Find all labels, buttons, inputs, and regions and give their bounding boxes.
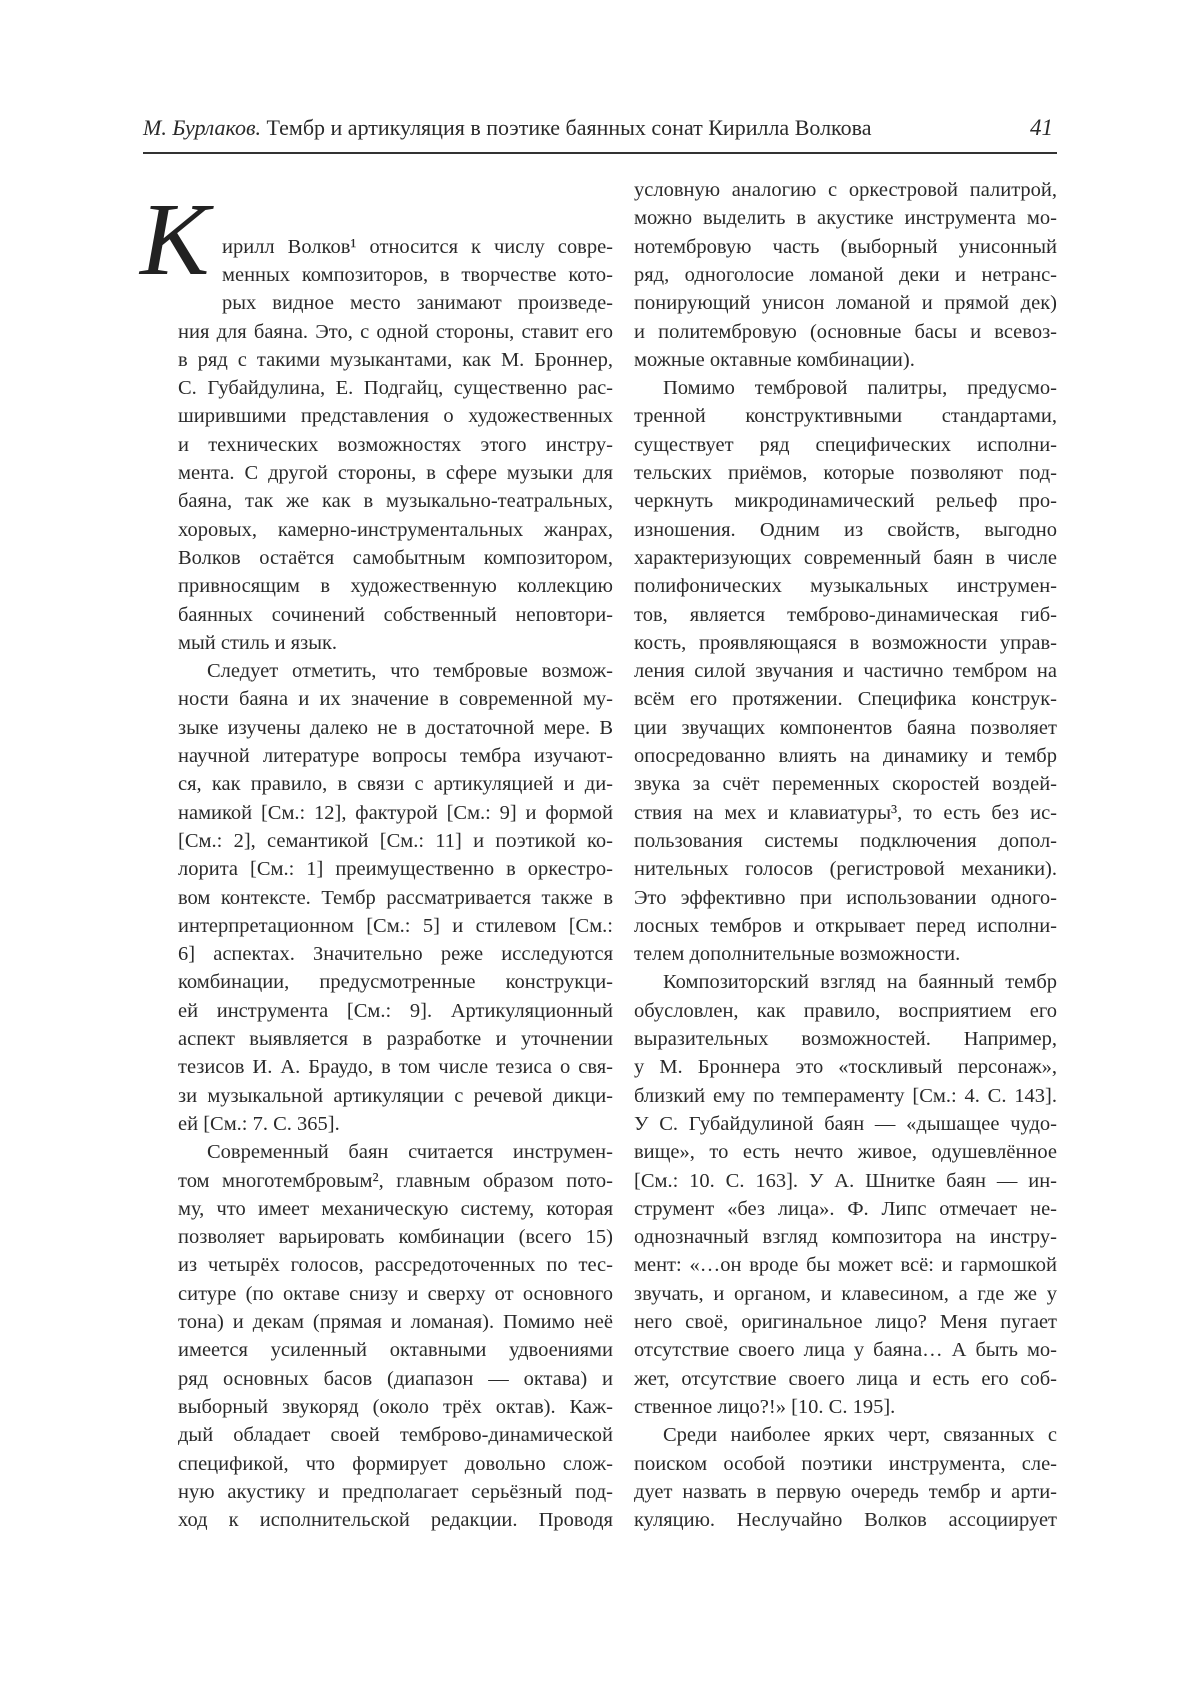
- text-line: привносящим в художественную коллекцию: [178, 572, 613, 600]
- text-line: ции звучащих компонентов баяна позволяет: [634, 714, 1057, 742]
- text-line: и политембровую (основные басы и всевоз-: [634, 318, 1057, 346]
- text-line: однозначный взгляд композитора на инстру-: [634, 1223, 1057, 1251]
- text-line: ности баяна и их значение в современной му-: [178, 685, 613, 713]
- text-line: рых видное место занимают произведе-: [222, 289, 613, 317]
- drop-cap: К: [140, 188, 209, 292]
- text-line: жет, отсутствие своего лица и есть его соб-: [634, 1365, 1057, 1393]
- text-line: ряд основных басов (диапазон — октава) и: [178, 1365, 613, 1393]
- text-line: пользования системы подключения допол-: [634, 827, 1057, 855]
- text-line: близкий ему по темпераменту [См.: 4. С. 143].: [634, 1082, 1057, 1110]
- text-line: вом контексте. Тембр рассматривается также в: [178, 884, 613, 912]
- text-line: можные октавные комбинации).: [634, 346, 1057, 374]
- text-line: тельских приёмов, которые позволяют под-: [634, 459, 1057, 487]
- text-line: характеризующих современный баян в числе: [634, 544, 1057, 572]
- text-line: тезисов И. А. Браудо, в том числе тезиса о свя-: [178, 1053, 613, 1081]
- text-line: Современный баян считается инструмен-: [207, 1138, 613, 1166]
- text-line: вище», то есть нечто живое, одушевлённое: [634, 1138, 1057, 1166]
- text-line: лорита [См.: 1] преимущественно в оркестро-: [178, 855, 613, 883]
- text-line: имеется усиленный октавными удвоениями: [178, 1336, 613, 1364]
- text-line: спецификой, что формирует довольно слож-: [178, 1450, 613, 1478]
- text-line: [См.: 2], семантикой [См.: 11] и поэтикой ко-: [178, 827, 613, 855]
- text-line: выразительных возможностей. Например,: [634, 1025, 1057, 1053]
- text-line: менных композиторов, в творчестве кото-: [222, 261, 613, 289]
- text-line: из четырёх голосов, рассредоточенных по тес-: [178, 1251, 613, 1279]
- text-line: телем дополнительные возможности.: [634, 940, 1057, 968]
- running-header: [143, 112, 1057, 144]
- text-line: ся, как правило, в связи с артикуляцией и ди-: [178, 770, 613, 798]
- text-line: Следует отметить, что тембровые возмож-: [207, 657, 613, 685]
- text-line: ную акустику и предполагает серьёзный под-: [178, 1478, 613, 1506]
- text-line: тона) и декам (прямая и ломаная). Помимо неё: [178, 1308, 613, 1336]
- text-line: том многотембровым², главным образом пото-: [178, 1167, 613, 1195]
- text-line: в ряд с такими музыкантами, как М. Броннер,: [178, 346, 613, 374]
- text-line: ственное лицо?!» [10. С. 195].: [634, 1393, 1057, 1421]
- text-line: понирующий унисон ломаной и прямой дек): [634, 289, 1057, 317]
- text-line: куляцию. Неслучайно Волков ассоциирует: [634, 1506, 1057, 1534]
- text-line: зыке изучены далеко не в достаточной мере. В: [178, 714, 613, 742]
- text-line: Среди наиболее ярких черт, связанных с: [663, 1421, 1057, 1449]
- text-line: Помимо тембровой палитры, предусмо-: [663, 374, 1057, 402]
- text-line: ширившими представления о художественных: [178, 402, 613, 430]
- text-line: намикой [См.: 12], фактурой [См.: 9] и формой: [178, 799, 613, 827]
- text-line: существует ряд специфических исполни-: [634, 431, 1057, 459]
- text-line: тов, является темброво-динамическая гиб-: [634, 601, 1057, 629]
- text-line: выборный звукоряд (около трёх октав). Каж-: [178, 1393, 613, 1421]
- text-line: У С. Губайдулиной баян — «дышащее чудо-: [634, 1110, 1057, 1138]
- text-line: можно выделить в акустике инструмента мо-: [634, 204, 1057, 232]
- text-line: у М. Броннера это «тоскливый персонаж»,: [634, 1053, 1057, 1081]
- text-line: позволяет варьировать комбинации (всего 15): [178, 1223, 613, 1251]
- text-line: научной литературе вопросы тембра изучают-: [178, 742, 613, 770]
- text-line: нительных голосов (регистровой механики).: [634, 855, 1057, 883]
- text-line: мый стиль и язык.: [178, 629, 613, 657]
- text-line: отсутствие своего лица у баяна… А быть мо-: [634, 1336, 1057, 1364]
- text-line: интерпретационном [См.: 5] и стилевом [См.:: [178, 912, 613, 940]
- text-line: струмент «без лица». Ф. Липс отмечает не-: [634, 1195, 1057, 1223]
- text-line: всём его протяжении. Специфика конструк-: [634, 685, 1057, 713]
- text-line: Это эффективно при использовании одного-: [634, 884, 1057, 912]
- text-line: аспект выявляется в разработке и уточнении: [178, 1025, 613, 1053]
- text-line: тренной конструктивными стандартами,: [634, 402, 1057, 430]
- text-line: звука за счёт переменных скоростей воздей-: [634, 770, 1057, 798]
- text-line: ления силой звучания и частично тембром на: [634, 657, 1057, 685]
- text-line: баянных сочинений собственный неповтори-: [178, 601, 613, 629]
- text-line: му, что имеет механическую систему, которая: [178, 1195, 613, 1223]
- header-author: М. Бурлаков.: [143, 115, 261, 140]
- text-line: дый обладает своей темброво-динамической: [178, 1421, 613, 1449]
- text-line: мент: «…он вроде бы может всё: и гармошкой: [634, 1251, 1057, 1279]
- text-line: звучать, и органом, и клавесином, а где же у: [634, 1280, 1057, 1308]
- text-line: ния для баяна. Это, с одной стороны, ставит его: [178, 318, 613, 346]
- text-line: обусловлен, как правило, восприятием его: [634, 997, 1057, 1025]
- text-line: дует назвать в первую очередь тембр и арти-: [634, 1478, 1057, 1506]
- text-line: ситуре (по октаве снизу и сверху от основного: [178, 1280, 613, 1308]
- text-line: полифонических музыкальных инструмен-: [634, 572, 1057, 600]
- text-line: ей инструмента [См.: 9]. Артикуляционный: [178, 997, 613, 1025]
- text-line: условную аналогию с оркестровой палитрой,: [634, 176, 1057, 204]
- header-rule: [143, 152, 1057, 154]
- page-number: 41: [1030, 112, 1053, 144]
- header-title: Тембр и артикуляция в поэтике баянных сонат Кирилла Волкова: [261, 115, 871, 140]
- text-line: нотембровую часть (выборный унисонный: [634, 233, 1057, 261]
- text-line: ряд, одноголосие ломаной деки и нетранс-: [634, 261, 1057, 289]
- text-line: поиском особой поэтики инструмента, сле-: [634, 1450, 1057, 1478]
- text-line: ход к исполнительской редакции. Проводя: [178, 1506, 613, 1534]
- text-line: ствия на мех и клавиатуры³, то есть без ис-: [634, 799, 1057, 827]
- text-line: и технических возможностях этого инстру-: [178, 431, 613, 459]
- text-line: мента. С другой стороны, в сфере музыки для: [178, 459, 613, 487]
- text-line: [См.: 10. С. 163]. У А. Шнитке баян — ин-: [634, 1167, 1057, 1195]
- text-line: ей [См.: 7. С. 365].: [178, 1110, 613, 1138]
- text-line: баяна, так же как в музыкально-театральных,: [178, 487, 613, 515]
- text-line: Волков остаётся самобытным композитором,: [178, 544, 613, 572]
- text-line: черкнуть микродинамический рельеф про-: [634, 487, 1057, 515]
- text-line: Композиторский взгляд на баянный тембр: [663, 968, 1057, 996]
- text-line: комбинации, предусмотренные конструкци-: [178, 968, 613, 996]
- text-line: 6] аспектах. Значительно реже исследуются: [178, 940, 613, 968]
- text-line: зи музыкальной артикуляции с речевой дикци-: [178, 1082, 613, 1110]
- text-line: лосных тембров и открывает перед исполни-: [634, 912, 1057, 940]
- text-line: ирилл Волков¹ относится к числу совре-: [222, 233, 613, 261]
- text-line: хоровых, камерно-инструментальных жанрах,: [178, 516, 613, 544]
- text-line: него своё, оригинальное лицо? Меня пугает: [634, 1308, 1057, 1336]
- text-line: изношения. Одним из свойств, выгодно: [634, 516, 1057, 544]
- text-line: С. Губайдулина, Е. Подгайц, существенно рас-: [178, 374, 613, 402]
- text-line: опосредованно влиять на динамику и тембр: [634, 742, 1057, 770]
- text-line: кость, проявляющаяся в возможности управ-: [634, 629, 1057, 657]
